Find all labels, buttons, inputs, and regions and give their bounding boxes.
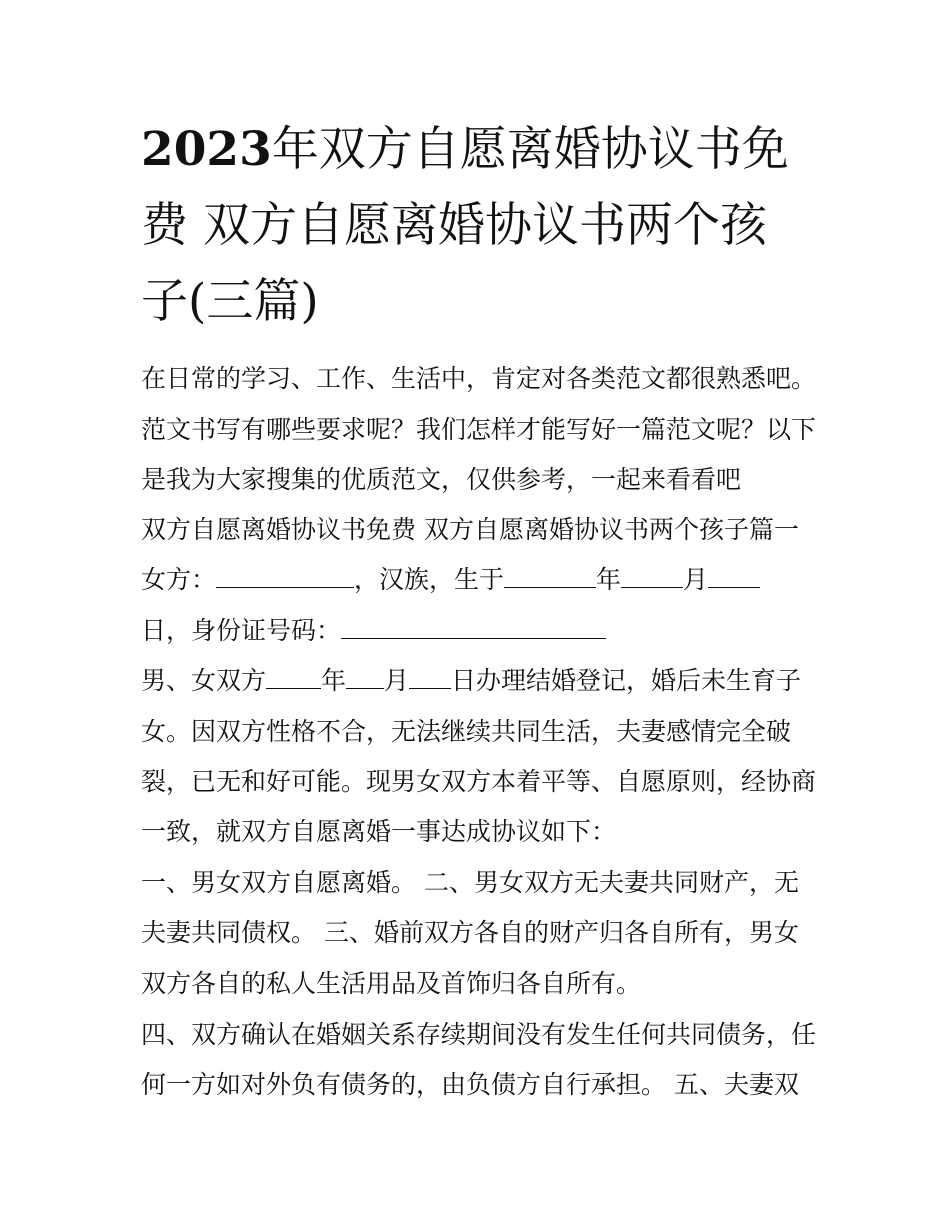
birth-month-blank[interactable] (621, 565, 683, 588)
intro-line-3: 是我为大家搜集的优质范文，仅供参考，一起来看看吧 (141, 465, 742, 494)
wife-name-blank[interactable] (216, 565, 354, 588)
body-line-7: 四、双方确认在婚姻关系存续期间没有发生任何共同债务，任 (141, 1020, 817, 1049)
intro-line-1: 在日常的学习、工作、生活中，肯定对各类范文都很熟悉吧。 (141, 364, 817, 393)
id-number-blank[interactable] (341, 616, 606, 639)
title-line-3: 子(三篇) (141, 274, 319, 329)
body-line-8: 何一方如对外负有债务的，由负债方自行承担。 五、夫妻双 (141, 1070, 799, 1099)
marriage-line (141, 666, 801, 696)
marriage-month-blank[interactable] (346, 666, 384, 689)
wife-ethnicity-text: ，汉族，生于 (354, 565, 505, 594)
body-line-1: 女。因双方性格不合，无法继续共同生活，夫妻感情完全破 (141, 717, 792, 746)
intro-line-2: 范文书写有哪些要求呢？我们怎样才能写好一篇范文呢？以下 (141, 415, 817, 444)
body-line-6: 双方各自的私人生活用品及首饰归各自所有。 (141, 969, 642, 998)
form-line-wife (141, 565, 760, 595)
body-line-5: 夫妻共同债权。 三、婚前双方各自的财产归各自所有，男女 (141, 918, 799, 947)
body-line-3: 一致，就双方自愿离婚一事达成协议如下： (141, 817, 617, 846)
id-label: 日，身份证号码： (141, 616, 342, 645)
title-line-2: 费 双方自愿离婚协议书两个孩 (141, 198, 767, 253)
marriage-month-label: 月 (384, 666, 410, 695)
title-line-1-rest: 年双方自愿离婚协议书免 (271, 122, 789, 177)
document-title (141, 112, 821, 340)
birth-day-blank[interactable] (708, 565, 760, 588)
birth-year-blank[interactable] (504, 565, 596, 588)
birth-year-label: 年 (596, 565, 622, 594)
marriage-year-blank[interactable] (266, 666, 321, 689)
marriage-day-blank[interactable] (409, 666, 451, 689)
birth-month-label: 月 (683, 565, 709, 594)
marriage-prefix: 男、女双方 (141, 666, 267, 695)
marriage-suffix: 日办理结婚登记，婚后未生育子 (451, 666, 802, 695)
body-line-2: 裂，已无和好可能。现男女双方本着平等、自愿原则，经协商 (141, 767, 817, 796)
wife-label: 女方： (141, 565, 217, 594)
form-line-id (141, 616, 606, 646)
section-heading: 双方自愿离婚协议书免费 双方自愿离婚协议书两个孩子篇一 (141, 515, 799, 544)
title-year: 2023 (141, 122, 272, 177)
body-line-4: 一、男女双方自愿离婚。 二、男女双方无夫妻共同财产，无 (141, 868, 799, 897)
marriage-year-label: 年 (321, 666, 347, 695)
